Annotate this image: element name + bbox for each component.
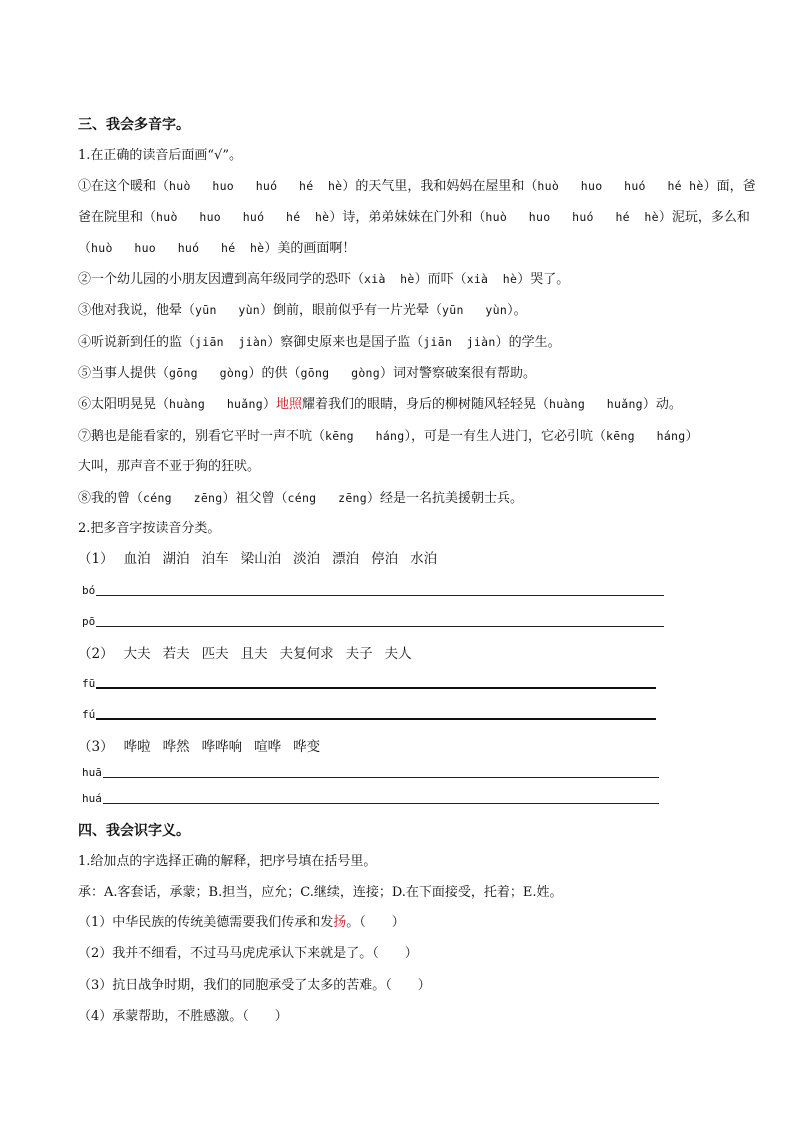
s4-item-2: （2）我并不细看，不过马马虎虎承认下来就是了。（ ） [78, 946, 418, 961]
word-group-2: （2） 大夫 若夫 匹夫 且夫 夫复何求 夫子 夫人 [78, 646, 412, 662]
item6: ⑥太阳明晃晃（huàng huǎng）地照耀着我们的眼睛，身后的柳树随风轻轻晃（huàng huǎng）动。 [78, 397, 682, 412]
item1-line2: 爸在院里和（huò huo huó hé hè）诗，弟弟妹妹在门外和（huò huo huó hé hè）泥玩，多么和 [78, 210, 750, 225]
highlight-text: 地照 [275, 397, 302, 412]
pinyin-options: huò huo huó hé hè [91, 241, 265, 255]
answer-line-fu1[interactable]: fū [82, 677, 656, 691]
answer-line-fu2[interactable]: fú [82, 708, 656, 722]
pinyin-options: huò huo huó hé hè [485, 210, 659, 224]
item8: ⑧我的曾（céng zēng）祖父曾（céng zēng）经是一名抗美援朝士兵。 [78, 491, 524, 506]
section4-title: 四、我会识字义。 [78, 823, 190, 839]
word-group-1: （1） 血泊 湖泊 泊车 梁山泊 淡泊 漂泊 停泊 水泊 [78, 551, 438, 567]
q1-instruction: 1.在正确的读音后面画“√”。 [78, 148, 242, 163]
definitions: 承：A.客套话，承蒙；B.担当，应允；C.继续，连接；D.在下面接受，托着；E.姓。 [78, 885, 563, 900]
item5: ⑤当事人提供（gōng gòng）的供（gōng gòng）词对警察破案很有帮助。 [78, 366, 537, 381]
item1-line3: （huò huo huó hé hè）美的画面啊！ [78, 241, 356, 256]
s4-item-3: （3）抗日战争时期，我们的同胞承受了太多的苦难。（ ） [78, 978, 431, 993]
pinyin-options: huò huo huó hé hè [156, 210, 330, 224]
item4: ④听说新到任的监（jiān jiàn）察御史原来也是国子监（jiān jiàn）的学生。 [78, 335, 561, 350]
s4-q1-instruction: 1.给加点的字选择正确的解释，把序号填在括号里。 [78, 854, 377, 869]
item3: ③他对我说，他晕（yūn yùn）倒前，眼前似乎有一片光晕（yūn yùn）。 [78, 303, 527, 318]
section3-title: 三、我会多音字。 [78, 117, 190, 133]
pinyin-options: huò huo huó hé hè [169, 179, 343, 193]
answer-line-hua2[interactable]: huá [82, 792, 659, 806]
item1-line1: ①在这个暖和（huò huo huó hé hè）的天气里，我和妈妈在屋里和（huò huo huó hé hè）面，爸 [78, 179, 756, 194]
q2-instruction: 2.把多音字按读音分类。 [78, 521, 221, 536]
item7-line2: 大叫，那声音不亚于狗的狂吠。 [78, 459, 261, 474]
answer-line-bo[interactable]: bó [82, 584, 664, 598]
answer-line-hua1[interactable]: huā [82, 766, 659, 780]
s4-item-1: （1）中华民族的传统美德需要我们传承和发扬。（ ） [78, 915, 405, 930]
item7-line1: ⑦鹅也是能看家的，别看它平时一声不吭（kēng háng），可是一有生人进门，它必引吭（kēng háng） [78, 429, 699, 444]
item2: ②一个幼儿园的小朋友因遭到高年级同学的恐吓（xià hè）而吓（xià hè）哭了。 [78, 272, 570, 287]
pinyin-options: huò huo huó hé hè [537, 179, 704, 193]
answer-line-po[interactable]: pō [82, 615, 664, 629]
word-group-3: （3） 哗啦 哗然 哗哗响 喧哗 哗变 [78, 739, 321, 755]
highlight-text: 扬 [333, 915, 347, 930]
s4-item-4: （4）承蒙帮助，不胜感激。（ ） [78, 1009, 288, 1024]
